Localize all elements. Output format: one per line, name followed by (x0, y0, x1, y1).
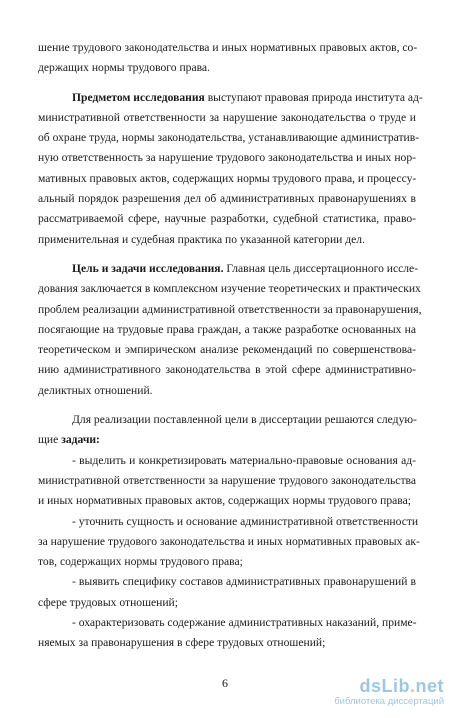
text-line: альный порядок разрешения дел об административных правонарушениях в (38, 192, 416, 206)
text-line: теоретическом и эмпирическом анализе рекомендаций по совершенствова- (38, 343, 416, 357)
text-line: Для реализации поставленной цели в диссертации решаются следую- (72, 413, 417, 427)
task-item (38, 613, 416, 654)
text-line: и иных нормативных правовых актов, содержащих нормы трудового права; (38, 494, 411, 508)
watermark-logo: dsLib.net (359, 676, 444, 696)
text-line: ную ответственность за нарушение трудового законодательства и иных нор- (38, 151, 416, 165)
text-line: - охарактеризовать содержание административных наказаний, приме- (72, 616, 417, 630)
text-line: няемых за правонарушения в сфере трудовых отношений; (38, 636, 326, 650)
task-item (38, 572, 416, 613)
watermark-subtitle: библиотека диссертаций (334, 696, 444, 707)
text-line: тов, содержащих нормы трудового права; (38, 555, 243, 569)
text-line: министративной ответственности за нарушение трудового законодательства (38, 473, 416, 487)
paragraph-tasks-intro (38, 410, 416, 451)
text-line: дования заключается в комплексном изучение теоретических и практических (38, 282, 421, 296)
text-line: министративной ответственности за нарушение законодательства о труде и (38, 110, 416, 124)
document-body (38, 38, 423, 654)
text-line: - выявить специфику составов административных правонарушений в (72, 575, 416, 589)
text-line: шение трудового законодательства и иных нормативных правовых актов, со- (38, 41, 418, 54)
page-number: 6 (222, 676, 228, 690)
text-line: проблем реализации административной ответственности за правонарушения, (38, 302, 422, 316)
text-line: сфере трудовых отношений; (38, 595, 178, 609)
text-line: деликтных отношений. (38, 383, 153, 397)
text-line: рассматриваемой сфере, научные разработки, судебной статистика, право- (38, 212, 416, 226)
paragraph-continuation (38, 38, 416, 79)
task-item (38, 451, 416, 512)
paragraph-goals (38, 259, 422, 401)
paragraph-subject (38, 88, 423, 250)
text-line: применительная и судебная практика по указанной категории дел. (38, 232, 365, 246)
tasks-heading: задачи: (61, 433, 100, 447)
text-line: - выделить и конкретизировать материально-правовые основания ад- (72, 453, 416, 467)
text-line: Цель и задачи исследования. Главная цель диссертационного иссле- (72, 261, 419, 275)
text-line: Предметом исследования выступают правовая природа института ад- (72, 90, 423, 104)
text-line: щие задачи: (38, 433, 100, 447)
text-line: - уточнить сущность и основание административной ответственности (72, 514, 419, 528)
text-line: мативных правовых актов, содержащих нормы трудового права, и процессу- (38, 171, 417, 185)
text-line: нию административного законодательства в этой сфере административно- (38, 363, 416, 377)
task-item (38, 512, 420, 573)
text-line: посягающие на трудовые права граждан, а также разработке основанных на (38, 322, 416, 336)
text-line: об охране труда, нормы законодательства, устанавливающие административ- (38, 131, 420, 145)
subject-heading: Предметом исследования (72, 90, 205, 104)
text-line: держащих нормы трудового права. (38, 61, 210, 75)
watermark (326, 676, 444, 708)
text-line: за нарушение трудового законодательства и иных нормативных правовых ак- (38, 534, 420, 548)
goals-heading: Цель и задачи исследования. (72, 261, 224, 275)
